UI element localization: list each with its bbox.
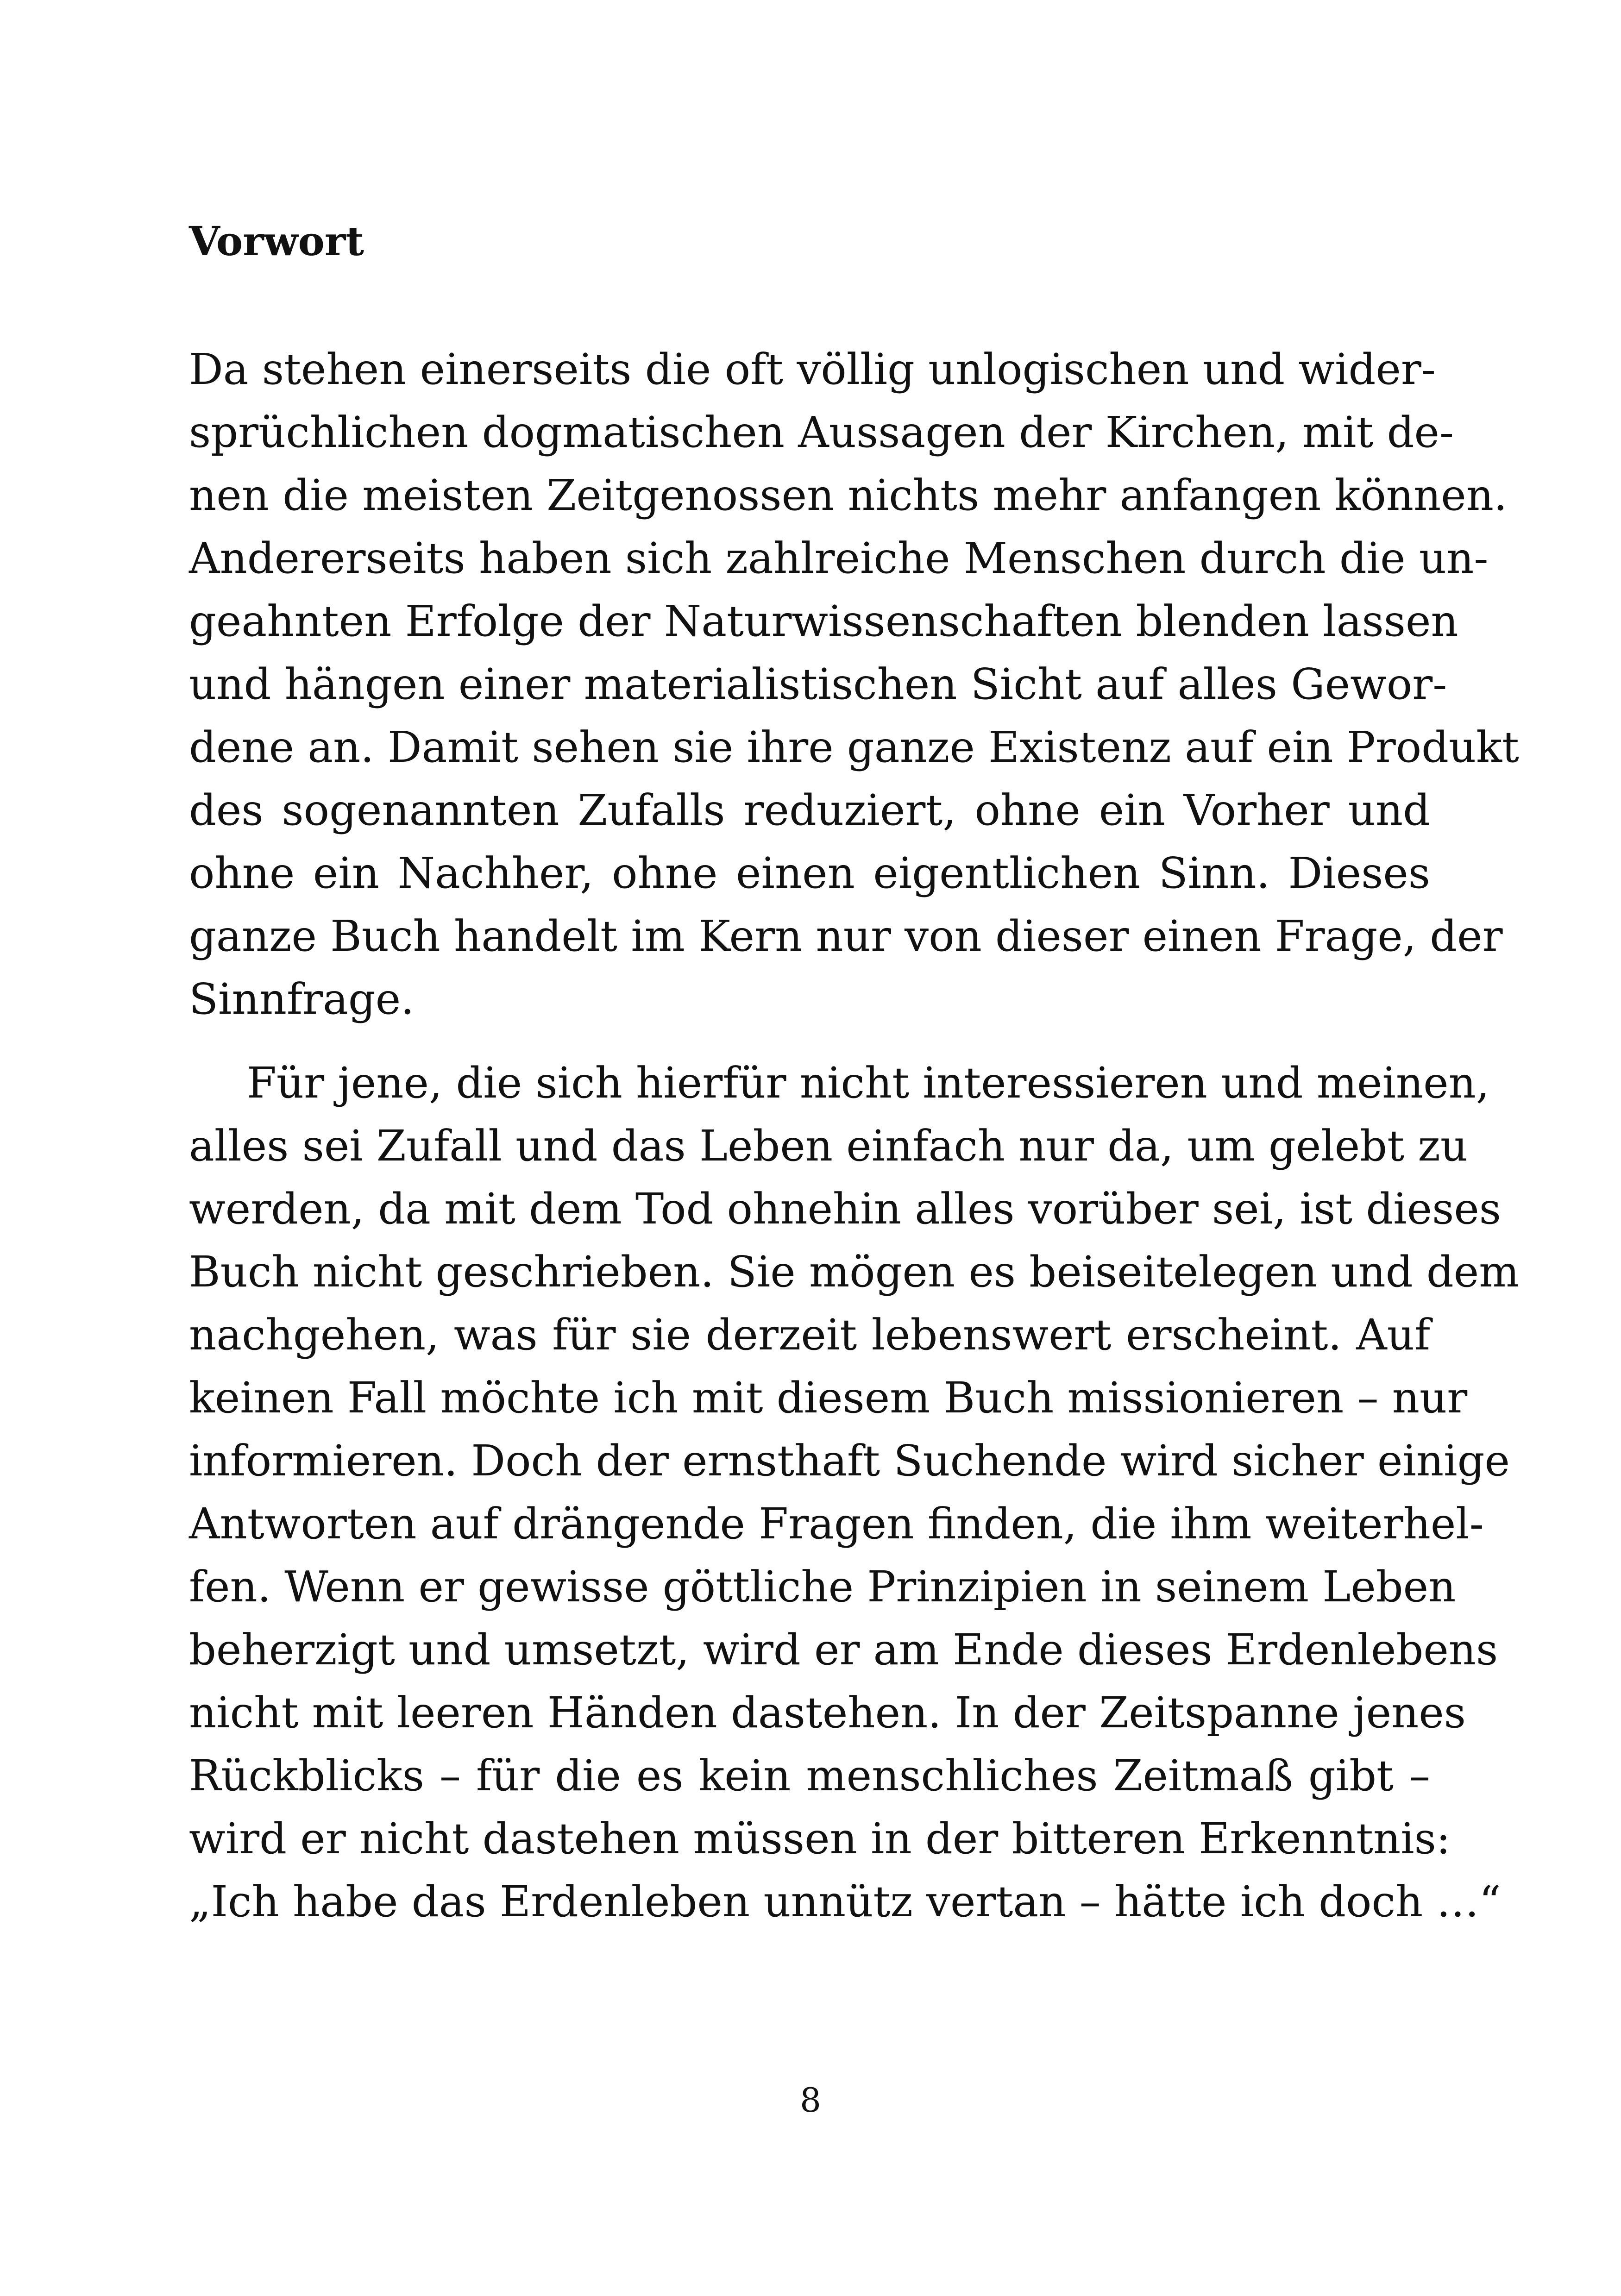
text-line: Antworten auf drängende Fragen finden, die ihm weiterhel- — [189, 1499, 1484, 1549]
text-line: nen die meisten Zeitgenossen nichts mehr anfangen können. — [189, 470, 1508, 520]
text-line: werden, da mit dem Tod ohnehin alles vorüber sei, ist dieses — [189, 1184, 1501, 1234]
text-line: dene an. Damit sehen sie ihre ganze Existenz auf ein Produkt — [189, 722, 1519, 772]
page-number: 8 — [800, 2081, 821, 2120]
text-line: Rückblicks – für die es kein menschliches Zeitmaß gibt – — [189, 1751, 1430, 1800]
text-line: des sogenannten Zufalls reduziert, ohne ein Vorher und — [189, 785, 1430, 835]
text-line: beherzigt und umsetzt, wird er am Ende dieses Erdenlebens — [189, 1625, 1498, 1675]
text-line: und hängen einer materialistischen Sicht auf alles Gewor- — [189, 659, 1447, 709]
text-line: wird er nicht dastehen müssen in der bitteren Erkenntnis: — [189, 1814, 1451, 1863]
text-line: Da stehen einerseits die oft völlig unlogischen und wider- — [189, 345, 1436, 394]
text-line: nicht mit leeren Händen dastehen. In der Zeitspanne jenes — [189, 1688, 1466, 1738]
text-line: ganze Buch handelt im Kern nur von dieser einen Frage, der — [189, 911, 1503, 961]
text-line: Für jene, die sich hierfür nicht interessieren und meinen, — [247, 1058, 1490, 1108]
text-line: informieren. Doch der ernsthaft Suchende wird sicher einige — [189, 1436, 1510, 1486]
text-line: nachgehen, was für sie derzeit lebenswert erscheint. Auf — [189, 1310, 1430, 1360]
text-line: sprüchlichen dogmatischen Aussagen der Kirchen, mit de- — [189, 408, 1454, 457]
body-text — [189, 338, 1520, 1933]
paragraph-2 — [189, 1052, 1520, 1933]
text-line: Andererseits haben sich zahlreiche Menschen durch die un- — [189, 533, 1489, 583]
text-line: alles sei Zufall und das Leben einfach nur da, um gelebt zu — [189, 1121, 1468, 1171]
paragraph-gap — [189, 1031, 1430, 1052]
text-line: „Ich habe das Erdenleben unnütz vertan – hätte ich doch …“ — [189, 1877, 1501, 1926]
chapter-heading: Vorwort — [189, 218, 364, 265]
paragraph-1 — [189, 338, 1519, 1031]
text-line: ohne ein Nachher, ohne einen eigentlichen Sinn. Dieses — [189, 848, 1430, 898]
text-line: Sinnfrage. — [189, 974, 415, 1024]
text-line: geahnten Erfolge der Naturwissenschaften blenden lassen — [189, 596, 1458, 646]
text-line: fen. Wenn er gewisse göttliche Prinzipien in seinem Leben — [189, 1562, 1456, 1612]
text-line: keinen Fall möchte ich mit diesem Buch missionieren – nur — [189, 1373, 1468, 1423]
text-line: Buch nicht geschrieben. Sie mögen es beiseitelegen und dem — [189, 1247, 1520, 1297]
